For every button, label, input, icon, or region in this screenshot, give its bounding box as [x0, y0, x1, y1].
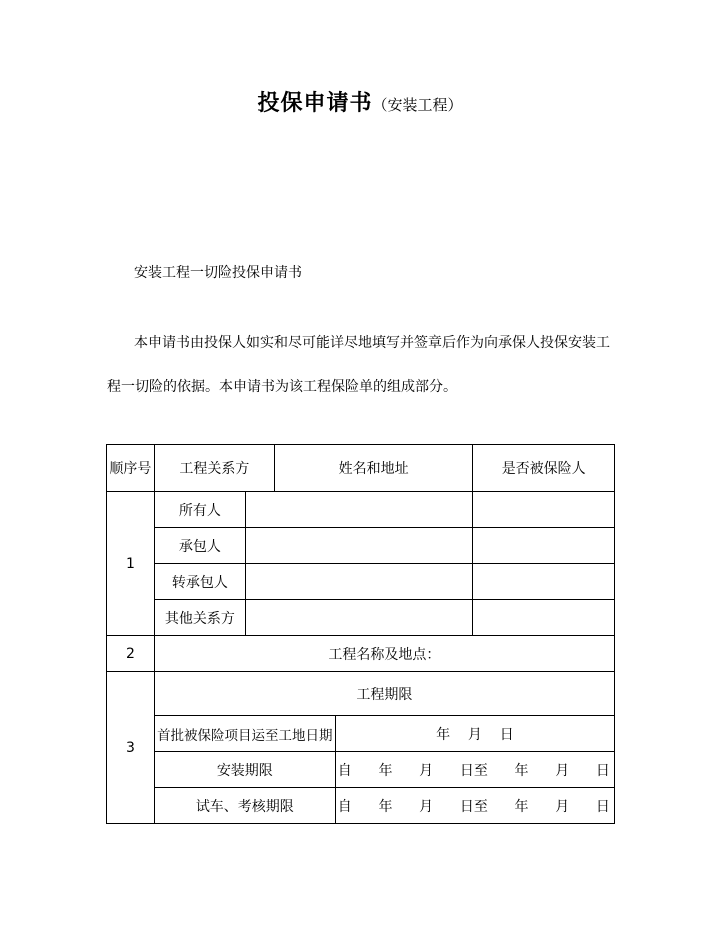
party-other: 其他关系方	[154, 600, 245, 636]
first-batch-label: 首批被保险项目运至工地日期	[154, 716, 335, 752]
range-year: 年	[378, 798, 393, 815]
row1-seq: 1	[107, 492, 155, 636]
table-row	[107, 492, 615, 528]
table-row	[107, 528, 615, 564]
header-name-address: 姓名和地址	[274, 445, 473, 492]
row2-seq: 2	[107, 636, 155, 672]
range-month-2: 月	[555, 762, 570, 779]
header-seq: 顺序号	[107, 445, 155, 492]
range-day-2: 日	[595, 762, 610, 779]
range-month: 月	[419, 762, 434, 779]
title-main: 投保申请书	[257, 91, 373, 116]
intro-text: 本申请书由投保人如实和尽可能详尽地填写并签章后作为向承保人投保安装工程一切险的依据。本申请书为该工程保险单的组成部分。	[107, 335, 610, 395]
install-period-range[interactable]	[335, 752, 614, 788]
intro-paragraph	[107, 321, 622, 409]
range-month: 月	[419, 798, 434, 815]
project-period-title: 工程期限	[154, 672, 614, 716]
row3-seq: 3	[107, 672, 155, 824]
project-name-location[interactable]: 工程名称及地点：	[154, 636, 614, 672]
party-owner-insured[interactable]	[473, 492, 615, 528]
document-title	[0, 86, 720, 117]
party-owner: 所有人	[154, 492, 245, 528]
range-from: 自	[337, 798, 352, 815]
range-day-to: 日至	[459, 798, 488, 815]
range-month-2: 月	[555, 798, 570, 815]
test-period-label: 试车、考核期限	[154, 788, 335, 824]
table-row	[107, 788, 615, 824]
header-insured: 是否被保险人	[473, 445, 615, 492]
title-sub: （安装工程）	[372, 96, 463, 114]
range-year-2: 年	[514, 762, 529, 779]
range-day-2: 日	[595, 798, 610, 815]
table-row	[107, 564, 615, 600]
table-row	[107, 636, 615, 672]
install-period-label: 安装期限	[154, 752, 335, 788]
party-subcontractor-name-address[interactable]	[245, 564, 473, 600]
party-owner-name-address[interactable]	[245, 492, 473, 528]
table-row	[107, 752, 615, 788]
table-row	[107, 600, 615, 636]
range-year: 年	[378, 762, 393, 779]
party-subcontractor-insured[interactable]	[473, 564, 615, 600]
table-row	[107, 716, 615, 752]
table-header-row	[107, 445, 615, 492]
header-relation: 工程关系方	[154, 445, 274, 492]
test-period-range[interactable]	[335, 788, 614, 824]
application-table	[106, 444, 615, 824]
party-subcontractor: 转承包人	[154, 564, 245, 600]
party-contractor-insured[interactable]	[473, 528, 615, 564]
range-from: 自	[337, 762, 352, 779]
party-contractor-name-address[interactable]	[245, 528, 473, 564]
party-contractor: 承包人	[154, 528, 245, 564]
table-row	[107, 672, 615, 716]
range-day-to: 日至	[459, 762, 488, 779]
first-batch-date[interactable]: 年 月 日	[335, 716, 614, 752]
party-other-insured[interactable]	[473, 600, 615, 636]
party-other-name-address[interactable]	[245, 600, 473, 636]
range-year-2: 年	[514, 798, 529, 815]
section-heading: 安装工程一切险投保申请书	[134, 265, 302, 281]
